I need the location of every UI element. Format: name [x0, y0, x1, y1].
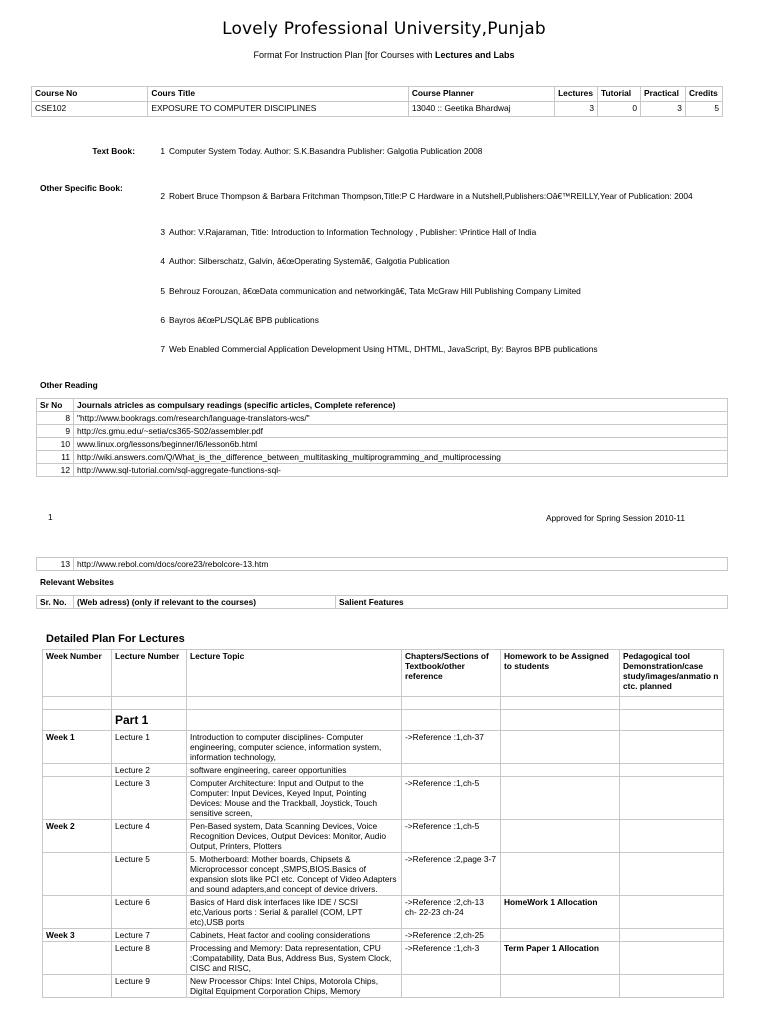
header-practical: Practical	[641, 87, 686, 102]
table-row	[43, 777, 724, 820]
topic-cell: New Processor Chips: Intel Chips, Motorola Chips, Digital Equipment Corporation Chips, Memory	[187, 975, 402, 998]
continued-reading-table	[36, 557, 728, 571]
topic-cell: Cabinets, Heat factor and cooling considerations	[187, 929, 402, 942]
lecture-cell: Lecture 3	[112, 777, 187, 820]
header-course-no: Course No	[32, 87, 148, 102]
reading-sr: 8	[37, 412, 74, 425]
other-reading-table	[36, 398, 728, 477]
credits-count: 5	[685, 102, 722, 117]
text-book-num: 1	[160, 146, 165, 156]
practical-count: 3	[641, 102, 686, 117]
topic-cell: 5. Motherboard: Mother boards, Chipsets & Microprocessor concept ,SMPS,BIOS.Basics of expansion slots like PCI etc. Concept of Video Adapters and sound adapters,and concept of device drivers.	[187, 853, 402, 896]
other-book-entry	[155, 227, 715, 239]
header-salient-features: Salient Features	[336, 596, 728, 609]
book-text: Robert Bruce Thompson & Barbara Fritchman Thompson,Title:P C Hardware in a Nutshell,Publishers:Oâ€™REILLY,Year of Publication: 2004	[169, 191, 693, 201]
reading-ref: http://www.rebol.com/docs/core23/rebolcore-13.htm	[74, 558, 728, 571]
other-book-label: Other Specific Book:	[40, 183, 123, 193]
book-text: Behrouz Forouzan, â€œData communication and networkingâ€, Tata McGraw Hill Publishing Company Limited	[169, 286, 581, 296]
week-cell	[43, 896, 112, 929]
book-num: 4	[160, 256, 165, 266]
topic-cell: Computer Architecture: Input and Output to the Computer: Input Devices, Keyed Input, Pointing Devices: Mouse and the Trackball, Joystick, Touch sensitive screen,	[187, 777, 402, 820]
reading-ref: http://www.sql-tutorial.com/sql-aggregate-functions-sql-	[74, 464, 728, 477]
lecture-cell: Lecture 6	[112, 896, 187, 929]
lecture-cell: Lecture 4	[112, 820, 187, 853]
reading-header	[37, 399, 728, 412]
header-chapters: Chapters/Sections of Textbook/other reference	[402, 650, 501, 697]
lecture-cell: Lecture 8	[112, 942, 187, 975]
format-subtitle	[0, 50, 768, 60]
header-credits: Credits	[685, 87, 722, 102]
week-cell	[43, 777, 112, 820]
book-num: 7	[160, 344, 165, 354]
table-row	[43, 942, 724, 975]
header-tutorial: Tutorial	[598, 87, 641, 102]
homework-cell	[501, 731, 620, 764]
other-book-entry	[155, 315, 715, 327]
topic-cell: Introduction to computer disciplines- Computer engineering, computer science, information system, information technology,	[187, 731, 402, 764]
course-table	[31, 86, 723, 117]
pedagogical-cell	[620, 975, 724, 998]
reference-cell: ->Reference :1,ch-3	[402, 942, 501, 975]
reading-ref: "http://www.bookrags.com/research/language-translators-wcs/"	[74, 412, 728, 425]
homework-cell: Term Paper 1 Allocation	[501, 942, 620, 975]
week-cell	[43, 975, 112, 998]
reference-cell: ->Reference :1,ch-5	[402, 820, 501, 853]
book-num: 3	[160, 227, 165, 237]
reading-sr: 12	[37, 464, 74, 477]
book-text: Author: V.Rajaraman, Title: Introduction to Information Technology , Publisher: \Printice Hall of India	[169, 227, 537, 237]
reference-cell: ->Reference :2,ch-13 ch- 22-23 ch-24	[402, 896, 501, 929]
week-cell	[43, 853, 112, 896]
homework-cell	[501, 975, 620, 998]
book-num: 2	[160, 191, 165, 201]
reference-cell: ->Reference :1,ch-37	[402, 731, 501, 764]
spacer-row	[43, 697, 724, 710]
book-num: 5	[160, 286, 165, 296]
homework-cell	[501, 929, 620, 942]
lectures-count: 3	[555, 102, 598, 117]
header-sr-no: Sr No	[37, 399, 74, 412]
header-lecture-number: Lecture Number	[112, 650, 187, 697]
topic-cell: Pen-Based system, Data Scanning Devices, Voice Recognition Devices, Output Devices: Monitor, Audio Output, Printers, Plotters	[187, 820, 402, 853]
book-text: Author: Silberschatz, Galvin, â€œOperating Systemâ€, Galgotia Publication	[169, 256, 450, 266]
reading-sr: 10	[37, 438, 74, 451]
lecture-cell: Lecture 7	[112, 929, 187, 942]
topic-cell: Processing and Memory: Data representation, CPU :Compatability, Data Bus, Address Bus, System Clock, CISC and RISC,	[187, 942, 402, 975]
table-row	[43, 896, 724, 929]
format-bold: Lectures and Labs	[435, 50, 515, 60]
header-lecture-topic: Lecture Topic	[187, 650, 402, 697]
header-web-address: (Web adress) (only if relevant to the courses)	[74, 596, 336, 609]
table-row	[43, 975, 724, 998]
text-book-entry	[155, 146, 715, 158]
pedagogical-cell	[620, 896, 724, 929]
week-cell: Week 1	[43, 731, 112, 764]
course-title: EXPOSURE TO COMPUTER DISCIPLINES	[148, 102, 408, 117]
table-row	[37, 412, 728, 425]
week-cell	[43, 764, 112, 777]
format-prefix: Format For Instruction Plan [for Courses with	[253, 50, 436, 60]
reading-ref: www.linux.org/lessons/beginner/l6/lesson6b.html	[74, 438, 728, 451]
course-table-row	[32, 102, 723, 117]
other-book-entry	[155, 256, 715, 268]
reading-sr: 13	[37, 558, 74, 571]
table-row	[37, 558, 728, 571]
other-book-entry	[155, 286, 715, 298]
course-planner: 13040 :: Geetika Bhardwaj	[408, 102, 554, 117]
part-row	[43, 710, 724, 731]
homework-cell	[501, 853, 620, 896]
relevant-websites-label: Relevant Websites	[40, 577, 114, 587]
table-row	[43, 820, 724, 853]
lecture-plan-header	[43, 650, 724, 697]
reference-cell: ->Reference :2,page 3-7	[402, 853, 501, 896]
approved-note: Approved for Spring Session 2010-11	[545, 513, 685, 523]
pedagogical-cell	[620, 853, 724, 896]
reading-ref: http://cs.gmu.edu/~setia/cs365-S02/assembler.pdf	[74, 425, 728, 438]
reading-ref: http://wiki.answers.com/Q/What_is_the_difference_between_multitasking_multiprogramming_and_multiprocessing	[74, 451, 728, 464]
header-course-planner: Course Planner	[408, 87, 554, 102]
text-book-label: Text Book:	[92, 146, 135, 156]
book-num: 6	[160, 315, 165, 325]
table-row	[37, 464, 728, 477]
pedagogical-cell	[620, 820, 724, 853]
part-title: Part 1	[112, 710, 187, 731]
week-cell: Week 2	[43, 820, 112, 853]
table-row	[37, 438, 728, 451]
header-course-title: Cours Title	[148, 87, 408, 102]
reference-cell: ->Reference :2,ch-25	[402, 929, 501, 942]
lecture-cell: Lecture 5	[112, 853, 187, 896]
relevant-websites-table	[36, 595, 728, 609]
lecture-plan-title: Detailed Plan For Lectures	[46, 633, 185, 645]
university-title: Lovely Professional University,Punjab	[222, 19, 546, 39]
reference-cell	[402, 764, 501, 777]
header-journals: Journals atricles as compulsary readings (specific articles, Complete reference)	[74, 399, 728, 412]
pedagogical-cell	[620, 942, 724, 975]
topic-cell: software engineering, career opportunities	[187, 764, 402, 777]
header-lectures: Lectures	[555, 87, 598, 102]
pedagogical-cell	[620, 764, 724, 777]
week-cell	[43, 942, 112, 975]
table-row	[37, 425, 728, 438]
page-number: 1	[48, 512, 53, 522]
other-reading-label: Other Reading	[40, 380, 98, 390]
reading-sr: 9	[37, 425, 74, 438]
course-table-header	[32, 87, 723, 102]
reference-cell: ->Reference :1,ch-5	[402, 777, 501, 820]
homework-cell	[501, 764, 620, 777]
book-text: Web Enabled Commercial Application Development Using HTML, DHTML, JavaScript, By: Bayros BPB publications	[169, 344, 598, 354]
other-book-entry	[155, 344, 715, 356]
lecture-plan-table	[42, 649, 724, 998]
pedagogical-cell	[620, 777, 724, 820]
homework-cell	[501, 777, 620, 820]
topic-cell: Basics of Hard disk interfaces like IDE / SCSI etc,Various ports : Serial & parallel (COM, LPT etc),USB ports	[187, 896, 402, 929]
table-row	[43, 731, 724, 764]
course-no: CSE102	[32, 102, 148, 117]
book-text: Bayros â€œPL/SQLâ€ BPB publications	[169, 315, 319, 325]
header-sr-no: Sr. No.	[37, 596, 74, 609]
text-book-text: Computer System Today. Author: S.K.Basandra Publisher: Galgotia Publication 2008	[169, 146, 483, 156]
pedagogical-cell	[620, 929, 724, 942]
homework-cell: HomeWork 1 Allocation	[501, 896, 620, 929]
tutorial-count: 0	[598, 102, 641, 117]
pedagogical-cell	[620, 731, 724, 764]
week-cell: Week 3	[43, 929, 112, 942]
lecture-cell: Lecture 9	[112, 975, 187, 998]
table-row	[43, 929, 724, 942]
header-homework: Homework to be Assigned to students	[501, 650, 620, 697]
lecture-cell: Lecture 2	[112, 764, 187, 777]
homework-cell	[501, 820, 620, 853]
reading-sr: 11	[37, 451, 74, 464]
reference-cell	[402, 975, 501, 998]
websites-header	[37, 596, 728, 609]
other-book-entry	[155, 191, 715, 215]
table-row	[43, 853, 724, 896]
lecture-cell: Lecture 1	[112, 731, 187, 764]
header-pedagogical: Pedagogical tool Demonstration/case study/images/anmatio n ctc. planned	[620, 650, 724, 697]
header-week: Week Number	[43, 650, 112, 697]
table-row	[43, 764, 724, 777]
table-row	[37, 451, 728, 464]
